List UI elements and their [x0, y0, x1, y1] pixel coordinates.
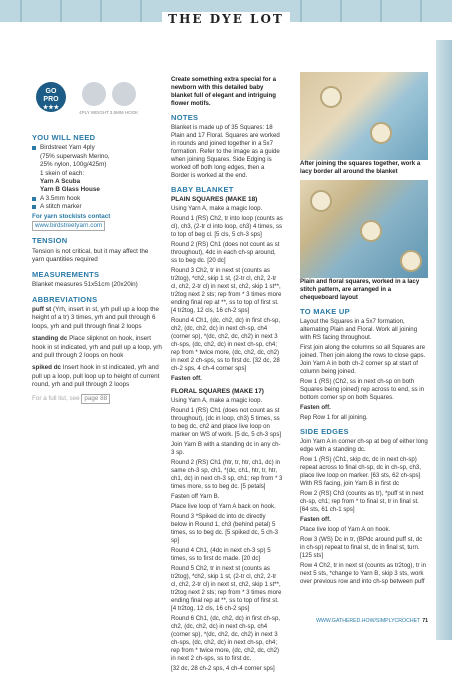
photo-caption: Plain and floral squares, worked in a lacy stitch pattern, are arranged in a chequeboard layout	[300, 278, 420, 301]
instruction-round: Round 5 Ch2, tr in next st (counts as tr2tog), *ch2, skip 1 st, (2-tr cl, ch2, 2-tr cl, ch2, 2-tr cl) in next st, ch2, skip 1 st**, tr2tog next 2 sts; rep from * 3 times more ending final rep at **, ss to top of first st. [4 tr2tog, 12 cls, 16 ch-2 sps]	[171, 565, 282, 612]
list-item: (75% superwash Merino,	[40, 152, 110, 160]
instruction: First join along the columns so all Squares are joined. Then join along the rows to close gaps. Join Yarn A in both ch-2 corner sp at start of column being joined.	[300, 344, 426, 375]
instruction-round: Round 1 (RS) Ch1 (does not count as st throughout), (dc in loop, ch3) 5 times, ss to beg dc, ch2 and place live loop on marker on WS of work. [5 dc, 5 ch-3 sps]	[171, 407, 282, 438]
abbrev-def: Insert hook in st indicated, yrh and pull up a loop, pull loop up to height of current round, yrh and pull through 2 loops	[32, 364, 160, 389]
flower-motif	[310, 190, 332, 212]
instruction-round: Round 2 (RS) Ch1 (htr, tr, htr, ch1, dc) in same ch-3 sp, ch1, *(dc, ch1, htr, tr, htr, ch1, dc) in next ch-3 sp, ch1; rep from * 3 times more, ss to beg dc. [5 petals]	[171, 459, 283, 490]
notes-text: Blanket is made up of 35 Squares: 18 Plain and 17 Floral. Squares are worked in rounds and joined together in a 5x7 formation. Refer to the image as a guide when joining Squares. Side Edging is worked off both long edges, then a Border is worked at the end.	[171, 124, 280, 179]
abbrev-puff	[32, 306, 162, 331]
plain-squares-heading: PLAIN SQUARES (MAKE 18)	[171, 196, 258, 203]
flower-motif	[370, 122, 392, 144]
instruction: Join Yarn B with a standing dc in any ch-3 sp.	[171, 441, 281, 456]
instruction: Layout the Squares in a 5x7 formation, alternating Plain and Floral. Work all joining with RS facing throughout.	[300, 318, 418, 341]
page-number: 71	[422, 618, 428, 624]
flower-motif	[360, 220, 382, 242]
instruction-row: Row 3 (WS) Dc in tr, (BPdc around puff st, dc in ch-sp) repeat to final st, dc in final st, turn. [125 sts]	[300, 536, 423, 559]
list-item: 25% nylon, 100g/425m)	[40, 161, 107, 169]
baby-blanket-heading: BABY BLANKET	[171, 185, 234, 194]
instruction-count: [32 dc, 28 ch-2 sps, 4 ch-4 corner sps]	[171, 665, 275, 672]
abbrev-term: puff st	[32, 305, 52, 313]
fasten-off: Fasten off Yarn B.	[171, 493, 220, 500]
level-badge	[36, 82, 66, 112]
fasten-off: Fasten off.	[300, 404, 331, 411]
yarn-weight-icon	[82, 82, 106, 106]
intro-text: Create something extra special for a newborn with this detailed baby blanket full of elegant and intriguing flower motifs.	[171, 76, 276, 107]
measurements-heading: MEASUREMENTS	[32, 269, 100, 279]
fasten-off: Fasten off.	[171, 375, 202, 382]
middle-column	[171, 76, 283, 675]
abbrev-spiked	[32, 364, 162, 389]
instruction-round: Round 4 Ch1, (4dc in next ch-3 sp) 5 times, ss to first dc made. [20 dc]	[171, 547, 271, 562]
instruction-row: Row 1 (RS) (Ch1, skip dc, dc in next ch-sp) repeat across to final ch-sp, dc in ch-sp, ch3, place live loop on marker. [63 sts, 62 ch-sps] With RS facing, join Yarn B in first dc	[300, 456, 421, 487]
you-will-need-heading: YOU WILL NEED	[32, 133, 96, 142]
floral-squares-heading: FLORAL SQUARES (MAKE 17)	[171, 388, 264, 395]
instruction-row: Row 4 Ch2, tr in next st (counts as tr2tog), tr in next 5 sts, *change to Yarn B, skip 3 sts, work over previous row and into ch-sp between puff	[300, 562, 426, 585]
border-photo	[300, 72, 428, 160]
instruction: Using Yarn A, make a magic loop.	[171, 397, 263, 404]
footer-url[interactable]: WWW.GATHERED.HOW/SIMPLYCROCHET	[316, 618, 421, 624]
tension-text: Tension is not critical, but it may affect the yarn quantities required	[32, 247, 149, 264]
side-edges-heading: SIDE EDGES	[300, 427, 349, 436]
weight-label: 4PLY WEIGHT	[79, 110, 109, 115]
list-item: A stitch marker	[32, 203, 162, 211]
measurements-text: Blanket measures 51x51cm (20x20in)	[32, 281, 138, 289]
squares-photo	[300, 180, 428, 278]
instruction-round: Round 1 (RS) Ch2, tr into loop (counts as cl), ch3, (2-tr cl into loop, ch3) 4 times, ss to top of beg cl. [5 cls, 5 ch-3 sps]	[171, 215, 283, 238]
materials-list	[32, 144, 162, 211]
make-up-heading: TO MAKE UP	[300, 307, 350, 316]
full-list-text: For a full list, see	[32, 394, 80, 402]
level-text: GO	[45, 88, 57, 95]
stockists-link[interactable]: www.birdstreetyarn.com	[32, 221, 105, 231]
info-badges	[36, 72, 162, 128]
instruction-round: Round 3 *Spiked dc into dc directly below in Round 1, ch3 (behind petal) 5 times, ss to beg dc. [5 spiked dc, 5 ch-3 sp]	[171, 513, 279, 544]
instruction: Join Yarn A in corner ch-sp at beg of either long edge with a standing dc.	[300, 438, 428, 453]
left-column	[32, 72, 162, 408]
stockists-label: For yarn stockists contact	[32, 212, 111, 220]
instruction: Place live loop of Yarn A on hook.	[300, 526, 391, 533]
flower-motif	[400, 250, 422, 272]
instruction-row: Row 1 (RS) (Ch2, ss in next ch-sp on both Squares being joined) rep across to end, ss in bottom corner sp on both Squares.	[300, 378, 424, 401]
right-column	[300, 72, 428, 588]
page-footer	[300, 618, 428, 624]
notes-heading: NOTES	[171, 113, 199, 122]
right-edge-photo	[436, 40, 452, 640]
hook-icon	[112, 82, 136, 106]
abbrev-standing	[32, 335, 162, 360]
hook-label: 3.5MM HOOK	[109, 110, 139, 115]
level-text: PRO	[43, 96, 59, 103]
brand-title: THE DYE LOT	[0, 12, 452, 26]
abbreviations-heading: ABBREVIATIONS	[32, 294, 98, 304]
instruction-round: Round 4 Ch1, (dc, ch2, dc) in first ch-sp, ch2, (dc, ch2, dc) in next ch-sp, ch4 (corner sp), *(dc, ch2, dc, ch2) in next 3 ch-sps, (dc, ch2, dc) in next ch-sp, ch4; rep from * twice more, (dc, ch2, dc, ch2) in next 2 ch-sps, ss to first dc. [32 dc, 28 ch-2 sps, 4 ch-4 corner sps]	[171, 317, 281, 372]
abbrev-term: spiked dc	[32, 364, 62, 372]
list-item: Yarn B Glass House	[40, 186, 100, 194]
instruction-round: Round 2 (RS) Ch1 (does not count as st throughout), 4dc in each ch-sp around, ss to beg dc. [20 dc]	[171, 241, 280, 264]
instruction: Rep Row 1 for all joining.	[300, 414, 368, 421]
abbrev-def: Place slipknot on hook, insert hook in st indicated, yrh and pull up a loop, yrh and pull through 2 loops on hook	[32, 335, 162, 359]
photo-caption: After joining the squares together, work a lacy border all around the blanket	[300, 160, 421, 175]
list-item: 1 skein of each:	[40, 169, 85, 177]
abbrev-term: standing dc	[32, 335, 68, 343]
instruction-row: Row 2 (RS) Ch3 (counts as tr), *puff st in next ch-sp, ch1; rep from * to final st, tr in final st. [64 sts, 61 ch-1 sps]	[300, 490, 424, 513]
instruction-round: Round 6 Ch1, (dc, ch2, dc) in first ch-sp, ch2, (dc, ch2, dc) in next ch-sp, ch4 (corner sp), *(dc, ch2, dc, ch2) in next 3 ch-sps, (dc, ch2, dc) in next ch-sp, ch4; rep from * twice more, (dc, ch2, dc, ch2) in next 2 ch-sps, ss to first dc.	[171, 615, 281, 662]
level-stars: ★★★	[42, 105, 60, 111]
abbrev-def: (Yrh, insert in st, yrh pull up a loop the height of a tr) 3 times, yrh and pull through 6 loops, yrh and pull through final 2 loops	[32, 305, 160, 330]
page-reference[interactable]: page 88	[81, 394, 110, 404]
list-item: Birdstreet Yarn 4ply	[32, 144, 162, 152]
list-item: A 3.5mm hook	[32, 195, 162, 203]
instruction: Place live loop of Yarn A back on hook.	[171, 503, 276, 510]
list-item: Yarn A Scuba	[40, 178, 81, 186]
instruction-round: Round 3 Ch2, tr in next st (counts as tr2tog), *ch2, skip 1 st, (2-tr cl, ch2, 2-tr cl, ch2, 2-tr cl) in next st, ch2, skip 1 st**, tr2tog next 2 sts; rep from * 3 times more ending final rep at **, ss to top of first st. [4 tr2tog, 12 cls, 16 ch-2 sps]	[171, 267, 282, 314]
fasten-off: Fasten off.	[300, 516, 331, 523]
tension-heading: TENSION	[32, 236, 68, 246]
instruction: Using Yarn A, make a magic loop.	[171, 205, 263, 212]
flower-motif	[320, 86, 342, 108]
